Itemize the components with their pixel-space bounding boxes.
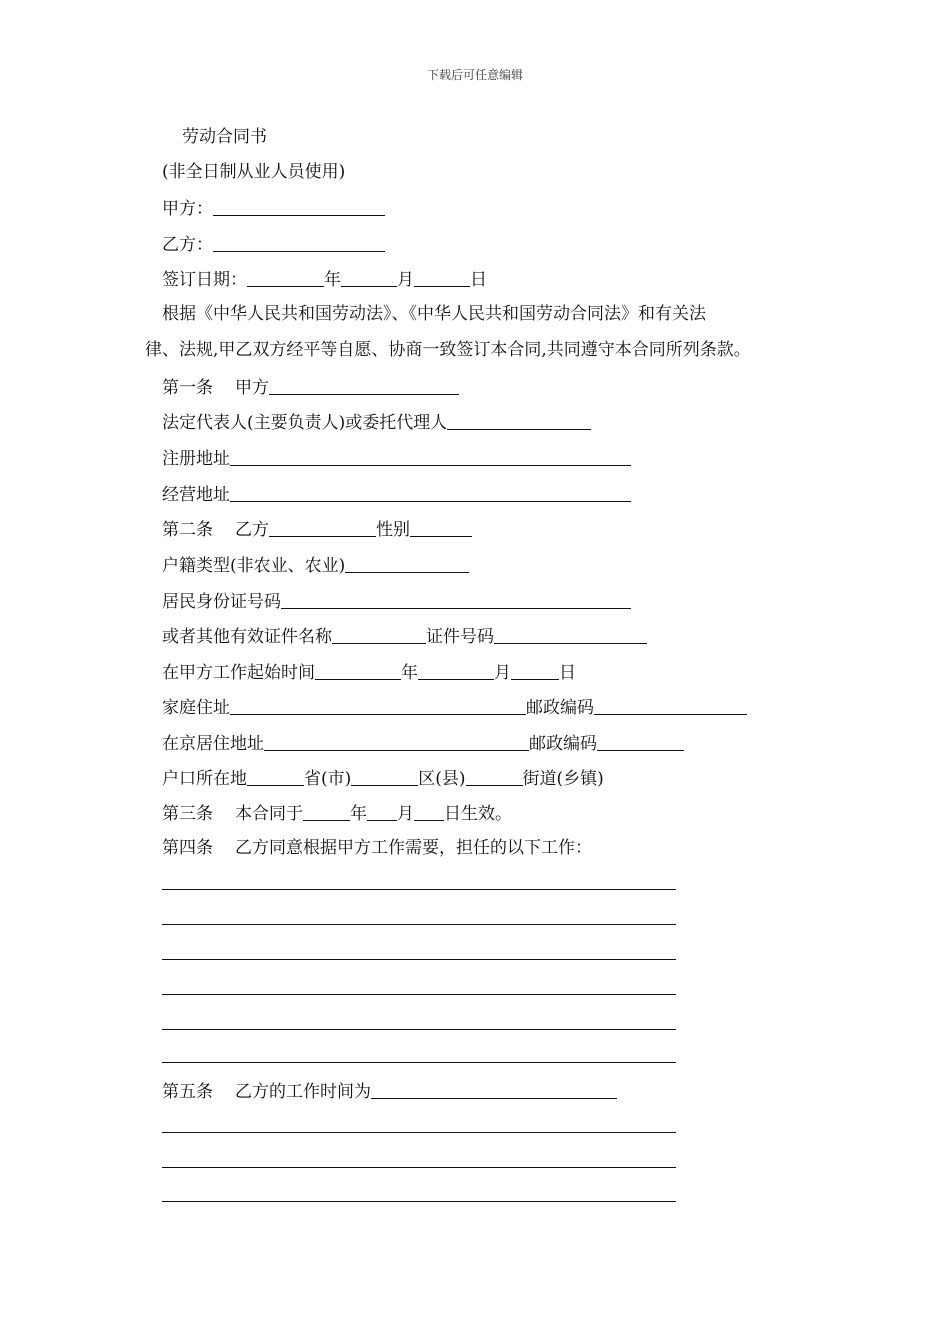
work-time-blank[interactable] [371,1081,617,1099]
party-a-line [162,196,385,220]
id-number-label: 居民身份证号码 [162,592,281,612]
document-subtitle: (非全日制从业人员使用) [162,162,346,182]
article-3-number: 第三条 [162,804,213,824]
sign-date-line [162,267,487,291]
month-label: 月 [397,270,414,290]
gender-blank[interactable] [410,519,472,537]
page-header-note: 下载后可任意编辑 [426,68,523,82]
work-time-blank-2[interactable] [162,1167,676,1168]
party-b-line [162,232,385,256]
article-4-number: 第四条 [162,838,213,858]
home-address-blank[interactable] [230,697,526,715]
sign-month-blank[interactable] [341,269,397,287]
party-a-blank[interactable] [213,198,385,216]
gender-label: 性别 [376,520,410,540]
legal-rep-blank[interactable] [447,412,591,430]
party-a-label: 甲方： [162,199,213,219]
start-day-blank[interactable] [511,662,559,680]
article-4-line [162,837,592,859]
id-number-blank[interactable] [281,591,631,609]
street-label: 街道(乡镇) [522,769,604,789]
reg-address-line [162,446,631,470]
year-label: 年 [324,270,341,290]
district-blank[interactable] [351,768,418,786]
work-time-blank-1[interactable] [162,1132,676,1133]
article-2-number: 第二条 [162,520,213,540]
article-2-party: 乙方 [235,520,269,540]
year-label: 年 [350,804,367,824]
work-duties-blank-6[interactable] [162,1062,676,1063]
article-4-text: 乙方同意根据甲方工作需要，担任的以下工作： [235,838,592,858]
day-label: 日 [470,270,487,290]
work-time-blank-3[interactable] [162,1201,676,1202]
hukou-type-blank[interactable] [345,555,469,573]
street-blank[interactable] [466,768,523,786]
party-b-label: 乙方： [162,235,213,255]
home-address-label: 家庭住址 [162,698,230,718]
work-duties-blank-3[interactable] [162,959,676,960]
article-5-text: 乙方的工作时间为 [235,1082,371,1102]
sign-date-label: 签订日期： [162,270,247,290]
month-label: 月 [397,804,414,824]
other-id-label: 或者其他有效证件名称 [162,627,332,647]
hukou-type-line [162,553,469,577]
start-year-blank[interactable] [315,662,401,680]
article-3-suffix: 日生效。 [444,804,512,824]
hukou-location-label: 户口所在地 [162,769,247,789]
province-label: 省(市) [304,769,352,789]
effective-year-blank[interactable] [303,803,350,821]
work-duties-blank-1[interactable] [162,889,676,890]
effective-month-blank[interactable] [367,803,397,821]
article-1-number: 第一条 [162,378,213,398]
article-1-party: 甲方 [235,378,269,398]
preamble-line-2: 律、法规,甲乙双方经平等自愿、协商一致签订本合同,共同遵守本合同所列条款。 [145,340,751,360]
beijing-address-line [162,731,684,755]
biz-address-blank[interactable] [230,484,631,502]
month-label: 月 [494,663,511,683]
id-no-blank[interactable] [494,626,647,644]
district-label: 区(县) [418,769,466,789]
postcode-label: 邮政编码 [529,734,597,754]
article-2-line [162,517,472,541]
hukou-location-line [162,766,604,790]
postcode-label: 邮政编码 [526,698,594,718]
sign-year-blank[interactable] [247,269,324,287]
hukou-type-label: 户籍类型(非农业、农业) [162,556,346,576]
reg-address-label: 注册地址 [162,449,230,469]
beijing-address-blank[interactable] [264,733,529,751]
document-title: 劳动合同书 [182,127,267,147]
id-no-label: 证件号码 [426,627,494,647]
day-label: 日 [559,663,576,683]
party-b-name-blank[interactable] [269,519,376,537]
start-time-label: 在甲方工作起始时间 [162,663,315,683]
start-month-blank[interactable] [418,662,494,680]
work-duties-blank-2[interactable] [162,924,676,925]
year-label: 年 [401,663,418,683]
province-blank[interactable] [247,768,304,786]
work-duties-blank-5[interactable] [162,1029,676,1030]
article-3-text: 本合同于 [235,804,303,824]
start-time-line [162,660,576,684]
biz-address-label: 经营地址 [162,485,230,505]
biz-address-line [162,482,631,506]
legal-rep-line [162,410,591,434]
article-1-line [162,375,459,399]
other-id-line [162,624,647,648]
article-5-number: 第五条 [162,1082,213,1102]
party-a-name-blank[interactable] [269,377,459,395]
article-3-line [162,801,512,825]
party-b-blank[interactable] [213,234,385,252]
reg-address-blank[interactable] [230,448,631,466]
beijing-postcode-blank[interactable] [597,733,684,751]
sign-day-blank[interactable] [414,269,470,287]
id-number-line [162,589,631,613]
effective-day-blank[interactable] [414,803,444,821]
beijing-address-label: 在京居住地址 [162,734,264,754]
preamble-line-1: 根据《中华人民共和国劳动法》、《中华人民共和国劳动合同法》和有关法 [162,304,706,324]
legal-rep-label: 法定代表人(主要负责人)或委托代理人 [162,413,448,433]
article-5-line [162,1079,617,1103]
home-postcode-blank[interactable] [594,697,747,715]
work-duties-blank-4[interactable] [162,994,676,995]
other-id-blank[interactable] [332,626,426,644]
home-address-line [162,695,747,719]
